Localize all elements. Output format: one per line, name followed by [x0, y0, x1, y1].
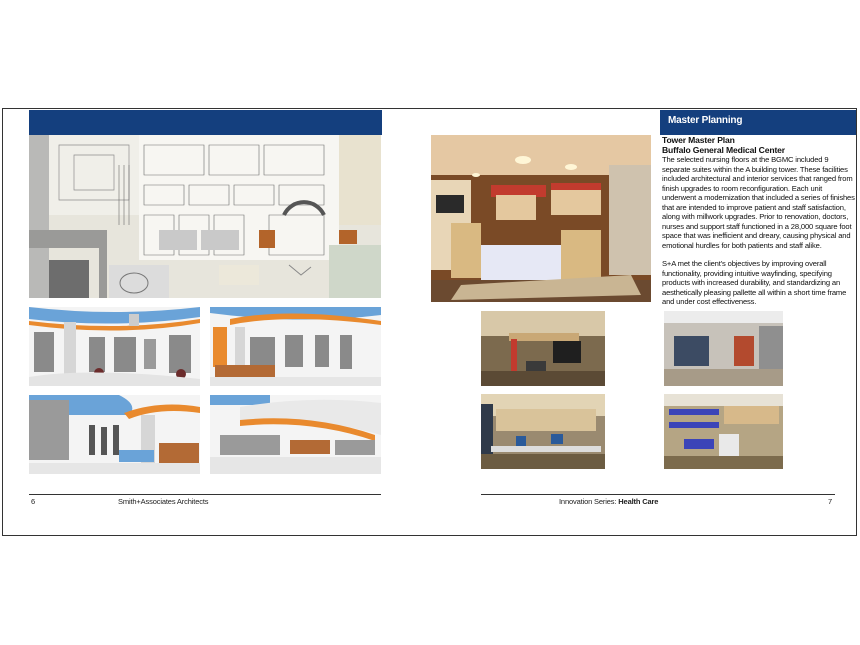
left-footer-rule	[29, 494, 381, 495]
article-heading-2: Buffalo General Medical Center	[662, 144, 786, 155]
photo-supply-room	[664, 394, 783, 469]
floor-plan-image	[29, 135, 381, 298]
right-footer-rule	[481, 494, 835, 495]
photo-workstation	[481, 394, 605, 469]
left-page-number: 6	[31, 497, 36, 506]
rendering-corridor-1	[29, 307, 200, 386]
photo-monitor-desk	[481, 311, 605, 386]
rendering-corridor-2	[210, 307, 381, 386]
article-paragraph-2: S+A met the client's objectives by improving overall functionality, providing intuitive wayfinding, specifying products with increased durability, and standardizing an aesthetically pleasing pallette all within a short time frame and under cost effectiveness.	[662, 259, 847, 306]
right-page-number: 7	[828, 497, 833, 506]
photo-patient-room	[664, 311, 783, 386]
right-header-band	[660, 110, 856, 135]
brochure-spread	[2, 108, 857, 536]
series-label	[559, 497, 658, 506]
section-title: Master Planning	[668, 115, 743, 126]
article-text	[662, 136, 858, 316]
series-prefix: Innovation Series:	[559, 497, 617, 506]
left-firm-name: Smith+Associates Architects	[118, 497, 209, 506]
article-heading-1: Tower Master Plan	[662, 135, 735, 145]
rendering-lobby-1	[29, 395, 200, 474]
left-header-band	[29, 110, 382, 135]
series-topic: Health Care	[618, 497, 659, 506]
nurse-station-photo	[431, 135, 651, 302]
article-paragraph-1: The selected nursing floors at the BGMC included 9 separate suites within the A building tower. These facilities included architectural and interior services that ranged from finish upgrades to room reconfiguration. Each unit underwent a modernization that included a series of finishes that are intended to improve patient and staff satisfaction, along with millwork upgrades. Prior to renovation, doctors, nurses and support staff functioned in a 28,000 square foot space that was inefficient and dreary, causing physical and emotional hurdles for both patients and staff alike.	[662, 155, 855, 250]
rendering-lobby-2	[210, 395, 381, 474]
